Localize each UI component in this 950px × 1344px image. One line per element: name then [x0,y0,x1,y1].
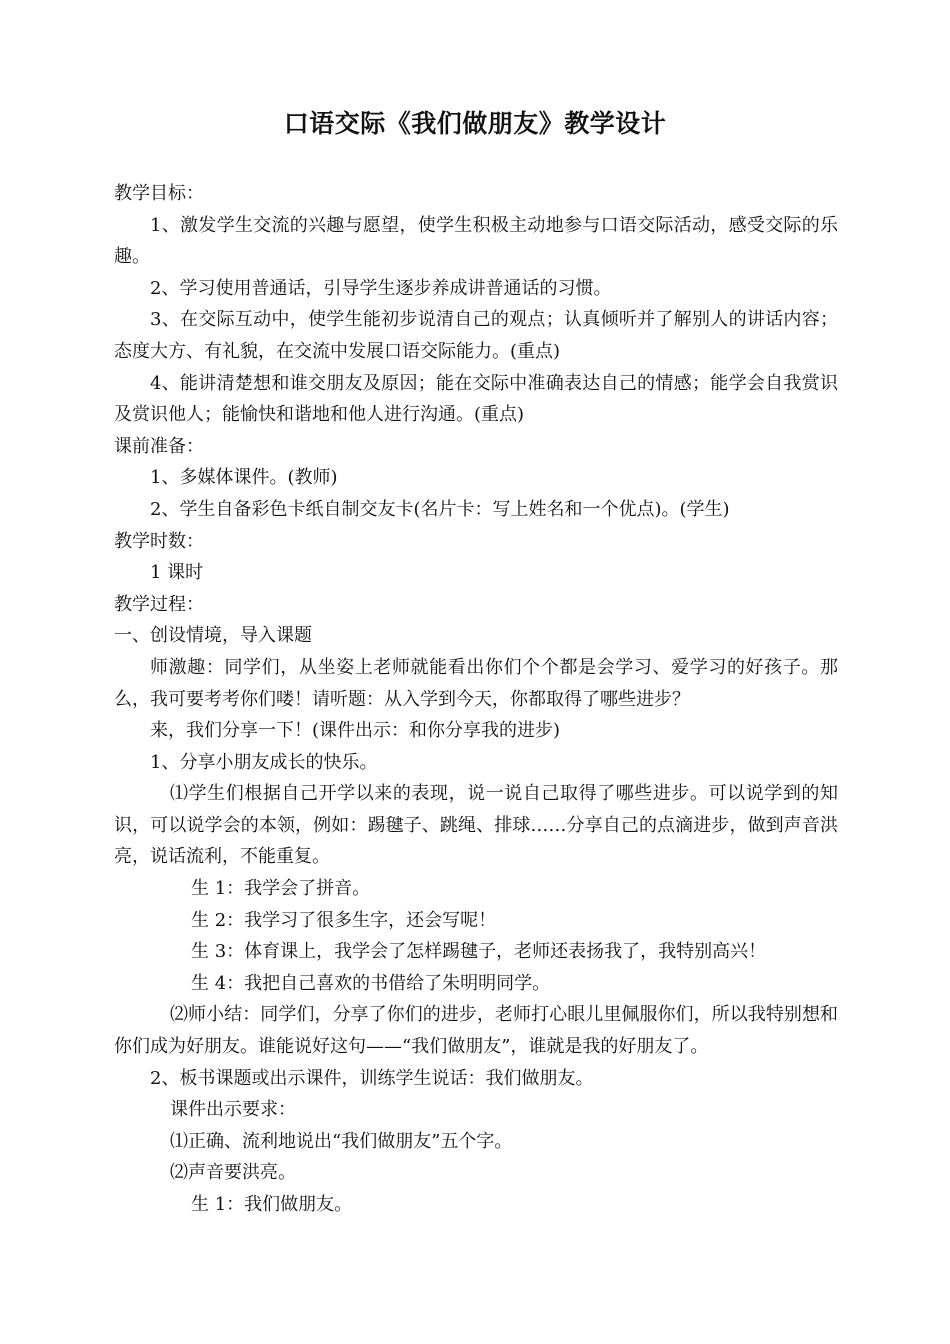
duration-value: 1 课时 [150,562,204,584]
activity-subitem: ⑴学生们根据自己开学以来的表现，说一说自己取得了哪些进步。可以说学到的知识，可以说学会的本领，例如：踢毽子、跳绳、排球……分享自己的点滴进步，做到声音洪亮，说话流利，不能重复。 [114,783,838,868]
preparation-item: 1、多媒体课件。(教师) [150,467,338,489]
student-response: 生 4：我把自己喜欢的书借给了朱明明同学。 [191,972,551,994]
student-response: 生 1：我学会了拼音。 [191,878,371,900]
teacher-prompt: 师激趣：同学们，从坐姿上老师就能看出你们个个都是会学习、爱学习的好孩子。那么，我可要考考你们喽！请听题：从入学到今天，你都取得了哪些进步？ [114,656,838,710]
student-response: 生 1：我们做朋友。 [191,1194,353,1215]
document-body [114,178,838,1221]
student-response: 生 2：我学习了很多生字，还会写呢！ [191,909,497,931]
activity-subitem: ⑵师小结：同学们，分享了你们的进步，老师打心眼儿里佩服你们，所以我特别想和你们成为好朋友。谁能说好这句——“我们做朋友”，谁就是我的好朋友了。 [114,1004,838,1058]
requirement-item: ⑵声音要洪亮。 [170,1162,296,1184]
activity-item: 2、板书课题或出示课件，训练学生说话：我们做朋友。 [150,1067,594,1089]
student-response: 生 3：体育课上，我学会了怎样踢毽子，老师还表扬我了，我特别高兴！ [191,941,767,963]
section-heading-process: 教学过程： [114,593,204,615]
activity-item: 1、分享小朋友成长的快乐。 [150,751,378,773]
section-heading-objectives: 教学目标： [114,183,204,204]
section-heading-preparation: 课前准备： [114,435,204,457]
objective-item: 2、学习使用普通话，引导学生逐步养成讲普通话的习惯。 [150,277,612,299]
process-step-heading: 一、创设情境，导入课题 [114,625,312,647]
section-heading-duration: 教学时数： [114,530,204,552]
objective-item: 4、能讲清楚想和谁交朋友及原因；能在交际中准确表达自己的情感；能学会自我赏识及赏识他人；能愉快和谐地和他人进行沟通。(重点) [114,372,838,426]
teacher-prompt: 来，我们分享一下！(课件出示：和你分享我的进步) [150,720,561,742]
requirement-item: ⑴正确、流利地说出“我们做朋友”五个字。 [170,1130,513,1152]
courseware-requirements-label: 课件出示要求： [170,1099,296,1121]
objective-item: 3、在交际互动中，使学生能初步说清自己的观点；认真倾听并了解别人的讲话内容；态度大方、有礼貌，在交流中发展口语交际能力。(重点) [114,309,838,362]
objective-item: 1、激发学生交流的兴趣与愿望，使学生积极主动地参与口语交际活动，感受交际的乐趣。 [114,214,838,268]
preparation-item: 2、学生自备彩色卡纸自制交友卡(名片卡：写上姓名和一个优点)。(学生) [150,498,730,520]
document-title: 口语交际《我们做朋友》教学设计 [283,109,667,138]
